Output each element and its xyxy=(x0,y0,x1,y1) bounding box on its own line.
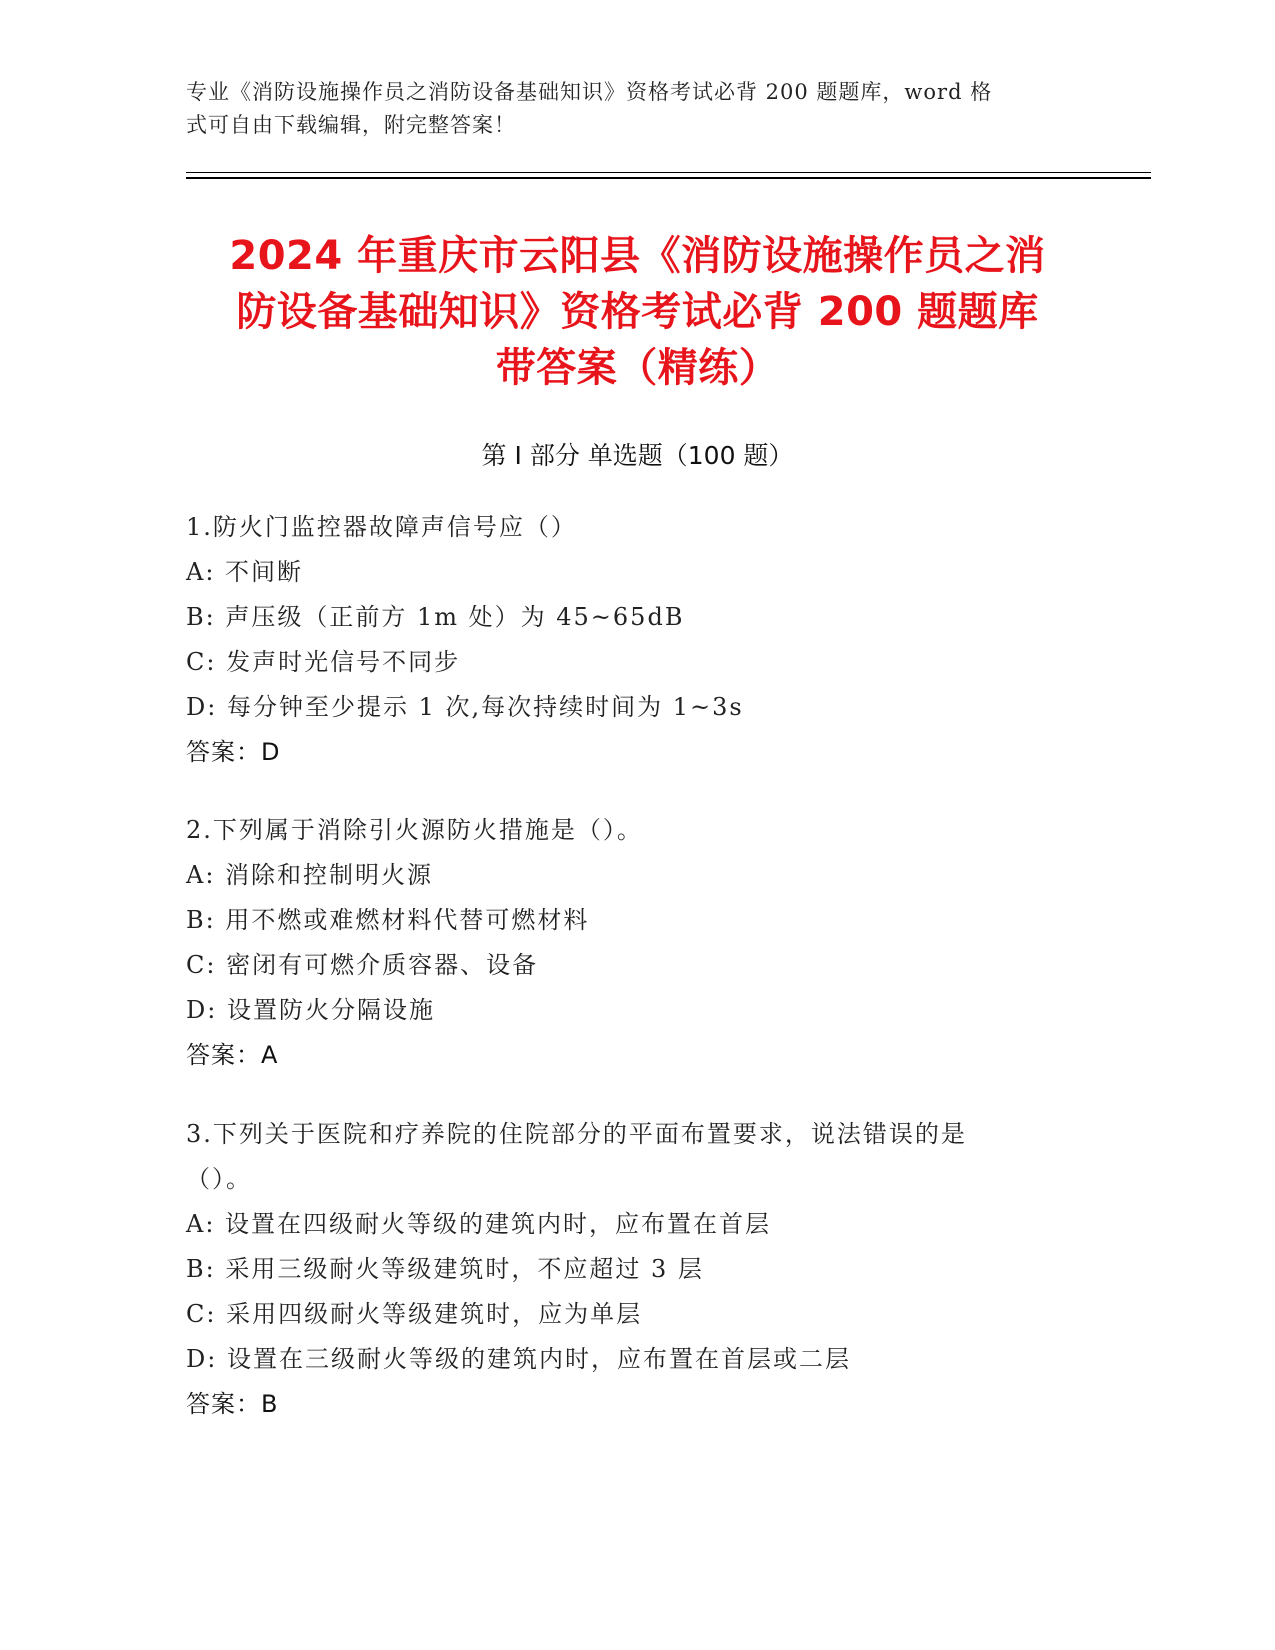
option-a: A: 设置在四级耐火等级的建筑内时，应布置在首层 xyxy=(186,1210,772,1238)
document-title-line-2: 防设备基础知识》资格考试必背 200 题题库 xyxy=(236,289,1039,335)
question-stem: 2.下列属于消除引火源防火措施是（）。 xyxy=(186,816,643,844)
answer: 答案：D xyxy=(186,738,281,766)
header-note-line-1: 专业《消防设施操作员之消防设备基础知识》资格考试必背 200 题题库，word 格 xyxy=(186,80,993,104)
question-stem: 1.防火门监控器故障声信号应（） xyxy=(186,513,577,541)
option-d: D: 每分钟至少提示 1 次,每次持续时间为 1~3s xyxy=(186,693,744,721)
option-d: D: 设置在三级耐火等级的建筑内时，应布置在首层或二层 xyxy=(186,1345,851,1373)
header-note-line-2: 式可自由下载编辑，附完整答案！ xyxy=(186,113,516,137)
answer: 答案：A xyxy=(186,1041,279,1069)
section-title: 第 I 部分 单选题（100 题） xyxy=(481,441,794,470)
option-b: B: 用不燃或难燃材料代替可燃材料 xyxy=(186,906,590,934)
option-b: B: 采用三级耐火等级建筑时，不应超过 3 层 xyxy=(186,1255,704,1283)
answer: 答案：B xyxy=(186,1390,279,1418)
option-a: A: 不间断 xyxy=(186,558,304,586)
option-d: D: 设置防火分隔设施 xyxy=(186,996,435,1024)
document-title-line-3: 带答案（精练） xyxy=(495,345,780,391)
option-c: C: 采用四级耐火等级建筑时，应为单层 xyxy=(186,1300,643,1328)
document-title xyxy=(140,228,1135,396)
option-a: A: 消除和控制明火源 xyxy=(186,861,434,889)
question-3 xyxy=(186,1112,1066,1427)
question-stem-line-1: 3.下列关于医院和疗养院的住院部分的平面布置要求，说法错误的是 xyxy=(186,1120,967,1148)
question-stem-line-2: （）。 xyxy=(186,1165,252,1193)
header-note xyxy=(186,76,1066,142)
option-c: C: 发声时光信号不同步 xyxy=(186,648,461,676)
document-title-line-1: 2024 年重庆市云阳县《消防设施操作员之消 xyxy=(229,233,1046,279)
question-1 xyxy=(186,505,1066,775)
option-c: C: 密闭有可燃介质容器、设备 xyxy=(186,951,539,979)
question-2 xyxy=(186,808,1066,1078)
header-divider-thin xyxy=(186,172,1151,173)
header-divider-thick xyxy=(186,177,1151,179)
option-b: B: 声压级（正前方 1m 处）为 45~65dB xyxy=(186,603,685,631)
